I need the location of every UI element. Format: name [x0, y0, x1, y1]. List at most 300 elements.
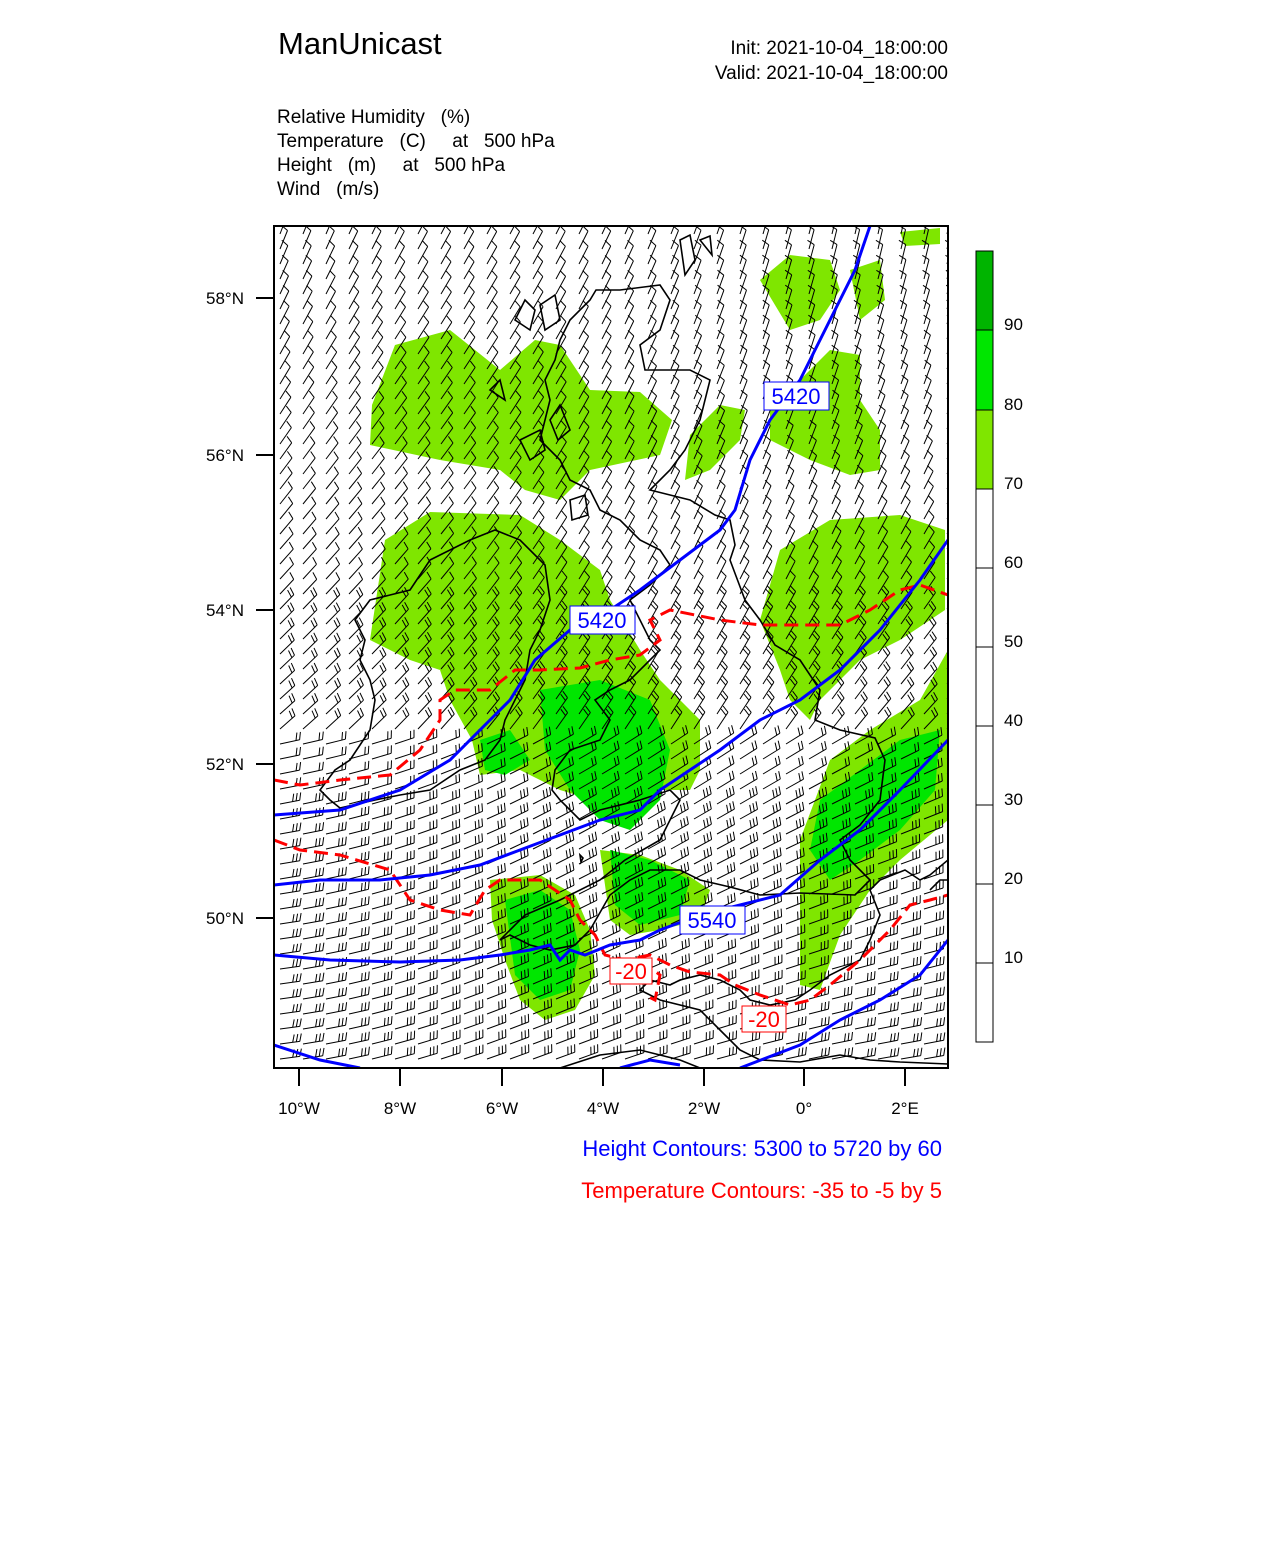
wind-barb-flag [391, 941, 392, 949]
wind-barb-flag [951, 466, 957, 472]
wind-barb-flag [798, 743, 800, 751]
wind-barb [924, 471, 933, 489]
wind-barb [740, 350, 747, 369]
wind-barb-flag [799, 1048, 800, 1056]
wind-barb-flag [368, 836, 369, 844]
lon-tick-label: 10°W [278, 1099, 320, 1118]
wind-barb-flag [551, 968, 552, 976]
wind-barb-flag [339, 898, 340, 906]
wind-barb-flag [471, 466, 476, 473]
wind-barb-flag [893, 820, 894, 828]
colorbar [976, 251, 1023, 1042]
wind-barb-flag [720, 556, 726, 562]
wind-barb-flag [870, 850, 871, 858]
wind-barb-flag [731, 879, 732, 887]
wind-barb-flag [342, 747, 343, 755]
wind-barb-flag [766, 649, 771, 655]
wind-barb-flag [346, 987, 347, 995]
wind-barb-flag [501, 834, 502, 842]
wind-barb [648, 261, 656, 279]
wind-barb-flag [289, 681, 292, 688]
wind-barb [740, 275, 746, 294]
wind-barb-flag [963, 988, 964, 996]
wind-barb [855, 683, 867, 699]
wind-barb-flag [906, 634, 911, 641]
wind-barb-flag [800, 819, 801, 827]
wind-barb-flag [566, 835, 567, 843]
wind-barb [671, 336, 679, 354]
wind-barb-flag [521, 836, 522, 844]
wind-barb-flag [383, 708, 387, 715]
field-temperature: Temperature (C) at 500 hPa [277, 131, 555, 152]
wind-barb-flag [296, 944, 297, 952]
wind-barb [625, 291, 634, 309]
wind-barb-flag [583, 271, 589, 277]
wind-barb-flag [498, 821, 499, 829]
wind-barb [602, 1022, 621, 1029]
wind-barb-flag [776, 819, 777, 827]
wind-barb-flag [362, 973, 363, 981]
wind-barb [533, 810, 551, 819]
wind-barb-flag [550, 862, 551, 870]
wind-barb-flag [316, 884, 317, 892]
wind-barb-flag [296, 1034, 298, 1042]
wind-barb-flag [620, 999, 621, 1007]
wind-barb-flag [482, 849, 483, 857]
wind-barb-flag [710, 832, 711, 840]
wind-barb [533, 292, 543, 309]
wind-barb [878, 1025, 898, 1029]
wind-barb-flag [369, 1002, 370, 1010]
wind-barb [556, 855, 574, 864]
wind-barb-flag [752, 743, 754, 751]
wind-barb-flag [319, 913, 320, 921]
wind-barb [326, 322, 336, 339]
wind-barb [947, 781, 966, 789]
wind-barb [349, 398, 361, 414]
wind-barb [671, 291, 679, 310]
wind-barb [924, 919, 943, 925]
wind-barb [671, 366, 679, 384]
wind-barb-flag [300, 747, 301, 755]
wind-barb-flag [629, 481, 635, 487]
wind-barb-flag [311, 482, 315, 489]
wind-barb-flag [306, 255, 312, 261]
wind-barb-flag [677, 691, 682, 697]
wind-barb-flag [357, 635, 361, 642]
wind-barb [602, 547, 612, 564]
wind-barb-flag [707, 803, 709, 811]
wind-barb-flag [323, 732, 324, 740]
wind-barb-flag [898, 1017, 899, 1025]
wind-barb-flag [573, 877, 574, 885]
wind-barb-flag [346, 837, 347, 845]
wind-barb-flag [709, 725, 711, 733]
wind-barb-flag [339, 1019, 340, 1027]
wind-barb [326, 428, 338, 444]
wind-barb-flag [773, 805, 774, 813]
wind-barb-flag [606, 331, 612, 337]
wind-barb-flag [479, 775, 480, 783]
wind-barb-flag [774, 866, 775, 874]
wind-barb-flag [583, 331, 589, 337]
wind-barb-flag [731, 894, 732, 902]
wind-barb-flag [335, 527, 339, 534]
wind-barb-flag [840, 707, 845, 714]
wind-barb-flag [423, 256, 428, 262]
wind-barb-flag [967, 972, 968, 980]
wind-barb-flag [346, 822, 347, 830]
wind-barb [786, 713, 798, 729]
wind-barb-flag [672, 210, 678, 215]
wind-barb [579, 261, 588, 279]
wind-barb [441, 962, 460, 969]
wind-barb-flag [316, 824, 317, 832]
wind-barb [326, 640, 340, 654]
wind-barb-flag [330, 286, 335, 292]
wind-barb [326, 458, 338, 474]
wind-barb-flag [319, 988, 320, 996]
wind-barb [441, 932, 460, 939]
wind-barb-flag [391, 986, 392, 994]
wind-barb-flag [283, 285, 289, 291]
wind-barb [395, 843, 414, 849]
wind-barb [395, 828, 414, 834]
wind-barb-flag [707, 864, 708, 872]
wind-barb [901, 335, 907, 354]
wind-barb-flag [311, 605, 315, 612]
wind-barb [464, 887, 483, 894]
wind-barb-flag [391, 926, 392, 934]
wind-barb [602, 562, 612, 579]
wind-barb-flag [482, 788, 483, 796]
wind-barb-flag [917, 1048, 918, 1056]
wind-barb-flag [378, 346, 383, 352]
wind-barb-flag [524, 789, 525, 797]
wind-barb-flag [539, 496, 544, 502]
wind-barb-flag [730, 803, 732, 811]
wind-barb [648, 809, 665, 819]
wind-barb-flag [905, 511, 910, 517]
wind-barb-flag [860, 664, 865, 671]
wind-barb-flag [733, 801, 735, 809]
wind-barb-flag [571, 985, 572, 993]
wind-barb-flag [365, 1033, 366, 1041]
wind-barb [740, 441, 748, 460]
wind-barb [326, 716, 341, 730]
wind-barb [579, 517, 589, 534]
wind-barb [671, 381, 679, 399]
wind-barb-flag [470, 331, 475, 337]
wind-barb [303, 815, 323, 819]
wind-barb-flag [924, 330, 930, 335]
wind-barb-flag [742, 495, 748, 500]
wind-barb-flag [475, 836, 476, 844]
wind-barb-flag [921, 1017, 922, 1025]
wind-barb-flag [800, 834, 801, 842]
wind-barb-flag [680, 790, 682, 798]
wind-barb [326, 980, 346, 984]
wind-barb [280, 564, 294, 579]
wind-barb-flag [851, 986, 852, 994]
wind-barb [395, 504, 408, 519]
wind-barb-flag [365, 987, 366, 995]
wind-barb [418, 684, 432, 699]
wind-barb [464, 932, 483, 939]
wind-barb [533, 322, 543, 339]
wind-barb-flag [492, 256, 497, 262]
wind-barb-flag [890, 943, 891, 951]
wind-barb-flag [447, 316, 452, 322]
wind-barb-flag [355, 346, 360, 352]
height-label: 5540 [687, 908, 737, 933]
wind-barb [602, 276, 611, 294]
wind-barb-flag [300, 973, 301, 981]
wind-barb-flag [944, 1002, 945, 1010]
wind-barb-flag [766, 556, 772, 562]
wind-barb [303, 413, 314, 429]
lon-tick-label: 6°W [485, 1099, 519, 1118]
wind-barb-flag [684, 864, 685, 872]
wind-barb-flag [697, 649, 702, 655]
wind-barb-flag [469, 241, 474, 247]
wind-barb-flag [687, 801, 689, 809]
wind-barb-flag [912, 791, 913, 799]
wind-barb-flag [658, 820, 660, 828]
wind-barb-flag [858, 511, 864, 517]
wind-barb [740, 748, 757, 759]
wind-barb [303, 966, 323, 969]
wind-barb [809, 764, 827, 774]
wind-barb-flag [319, 1034, 320, 1042]
wind-barb-flag [928, 496, 933, 502]
wind-barb [464, 992, 483, 999]
wind-barb [832, 1025, 852, 1029]
wind-barb [303, 337, 313, 354]
wind-barb-flag [835, 495, 841, 501]
wind-barb [372, 246, 381, 264]
wind-barb [740, 365, 747, 384]
wind-barb [786, 810, 804, 819]
wind-barb-flag [546, 804, 547, 812]
wind-barb-flag [803, 817, 804, 825]
wind-barb [510, 1037, 529, 1044]
wind-barb [947, 964, 966, 969]
wind-barb-flag [636, 986, 637, 994]
wind-barb [648, 471, 657, 489]
wind-barb-flag [292, 708, 295, 715]
wind-barb [326, 367, 337, 384]
wind-barb-flag [493, 331, 498, 337]
wind-barb [372, 307, 382, 324]
wind-barb [280, 428, 291, 444]
wind-barb-flag [334, 482, 338, 489]
wind-barb-flag [337, 618, 341, 625]
wind-barb-flag [572, 817, 573, 825]
wind-barb [533, 855, 551, 864]
wind-barb-flag [428, 707, 432, 714]
wind-barb [418, 714, 432, 729]
wind-barb-flag [711, 893, 712, 901]
wind-barb-flag [932, 617, 937, 624]
wind-barb [441, 1053, 460, 1059]
wind-barb [372, 277, 382, 294]
wind-barb [372, 352, 383, 369]
wind-barb [326, 307, 336, 324]
wind-barb [326, 800, 346, 805]
wind-barb [763, 486, 771, 504]
wind-barb-flag [300, 943, 301, 951]
wind-barb [326, 291, 336, 309]
wind-barb-flag [311, 452, 316, 459]
wind-barb [372, 859, 391, 864]
wind-barb [326, 905, 346, 909]
wind-barb-flag [897, 971, 898, 979]
wind-barb-flag [342, 1033, 343, 1041]
wind-barb-flag [368, 821, 369, 829]
wind-barb-flag [675, 601, 680, 607]
wind-barb [418, 699, 432, 714]
wind-barb-flag [967, 1032, 968, 1040]
wind-barb [832, 1009, 852, 1014]
wind-barb [349, 919, 369, 924]
wind-barb [763, 764, 780, 774]
wind-barb-flag [405, 678, 409, 685]
wind-barb [694, 779, 711, 790]
wind-barb [740, 501, 748, 519]
wind-barb-flag [786, 345, 792, 350]
wind-barb-flag [729, 773, 731, 781]
wind-barb-flag [312, 666, 315, 673]
wind-barb [648, 231, 656, 249]
wind-barb-flag [479, 880, 480, 888]
wind-barb [303, 951, 323, 954]
wind-barb-flag [754, 879, 755, 887]
wind-barb-flag [405, 693, 409, 700]
wind-barb-flag [342, 838, 343, 846]
wind-barb-flag [300, 732, 301, 740]
wind-barb-flag [663, 970, 664, 978]
wind-barb [924, 638, 936, 654]
wind-barb [395, 933, 414, 939]
wind-barb [625, 501, 635, 519]
wind-barb [280, 1026, 300, 1029]
wind-barb-flag [650, 315, 656, 320]
wind-barb [441, 812, 460, 819]
wind-barb [924, 335, 930, 354]
wind-barb-flag [742, 604, 748, 610]
wind-barb-flag [335, 512, 339, 519]
wind-barb [763, 546, 772, 564]
wind-barb-flag [305, 210, 311, 215]
wind-barb-flag [674, 465, 680, 471]
wind-barb-flag [612, 835, 613, 843]
wind-barb-flag [704, 865, 705, 873]
wind-barb-flag [566, 865, 567, 873]
wind-barb-flag [502, 895, 503, 903]
wind-barb-flag [291, 648, 294, 655]
wind-barb-flag [789, 525, 795, 531]
wind-barb-flag [346, 1032, 347, 1040]
wind-barb [303, 610, 317, 624]
wind-barb [510, 1022, 529, 1029]
wind-barb-flag [527, 863, 528, 871]
wind-barb-flag [296, 869, 297, 877]
wind-barb-flag [921, 210, 928, 214]
wind-barb [786, 733, 803, 744]
wind-barb [487, 322, 498, 339]
wind-barb-flag [339, 929, 340, 937]
wind-barb-flag [505, 939, 506, 947]
wind-barb-flag [652, 526, 658, 532]
wind-barb-flag [709, 771, 711, 779]
wind-barb-flag [362, 928, 363, 936]
wind-barb-flag [492, 241, 497, 247]
wind-barb-flag [687, 832, 688, 840]
wind-barb [303, 564, 317, 579]
wind-barb-flag [597, 999, 598, 1007]
wind-barb [579, 1037, 598, 1044]
wind-barb [694, 561, 703, 579]
wind-barb-flag [357, 437, 362, 444]
longitude-axis [299, 1068, 905, 1086]
wind-barb [924, 934, 943, 939]
wind-barb [694, 486, 702, 504]
temperature-label: -20 [615, 959, 647, 984]
wind-barb-flag [383, 678, 387, 685]
wind-barb-flag [310, 406, 315, 412]
wind-barb-flag [517, 496, 522, 502]
wind-barb-flag [293, 989, 294, 997]
wind-barb-flag [560, 271, 566, 277]
wind-barb-flag [774, 881, 775, 889]
wind-barb-flag [752, 758, 754, 766]
wind-barb-flag [629, 556, 634, 562]
wind-barb [510, 307, 520, 324]
wind-barb-flag [661, 818, 663, 826]
wind-barb-flag [732, 771, 734, 779]
wind-barb-flag [920, 956, 921, 964]
wind-barb-flag [403, 467, 407, 474]
wind-barb [280, 579, 294, 594]
wind-barb-flag [676, 661, 681, 667]
wind-barb-flag [709, 940, 710, 948]
lat-tick-label: 56°N [206, 446, 244, 465]
wind-barb-flag [953, 620, 957, 627]
wind-barb-flag [595, 847, 596, 855]
wind-barb-flag [707, 833, 708, 841]
wind-barb-flag [967, 1048, 968, 1056]
colorbar-label: 40 [1004, 711, 1023, 730]
wind-barb [280, 321, 289, 339]
wind-barb-flag [850, 848, 851, 856]
wind-barb-flag [354, 301, 359, 307]
wind-barb-flag [594, 985, 595, 993]
wind-barb-flag [335, 542, 339, 549]
wind-barb-flag [403, 695, 407, 702]
wind-barb [717, 350, 724, 369]
wind-barb-flag [562, 496, 567, 502]
wind-barb-flag [306, 270, 312, 276]
wind-barb-flag [544, 1001, 545, 1009]
wind-barb-flag [573, 847, 574, 855]
wind-barb [671, 992, 690, 999]
wind-barb-flag [894, 1033, 895, 1041]
wind-barb-flag [606, 316, 612, 322]
wind-barb-flag [449, 467, 454, 474]
wind-barb [717, 1023, 736, 1029]
wind-barb-flag [720, 510, 726, 516]
